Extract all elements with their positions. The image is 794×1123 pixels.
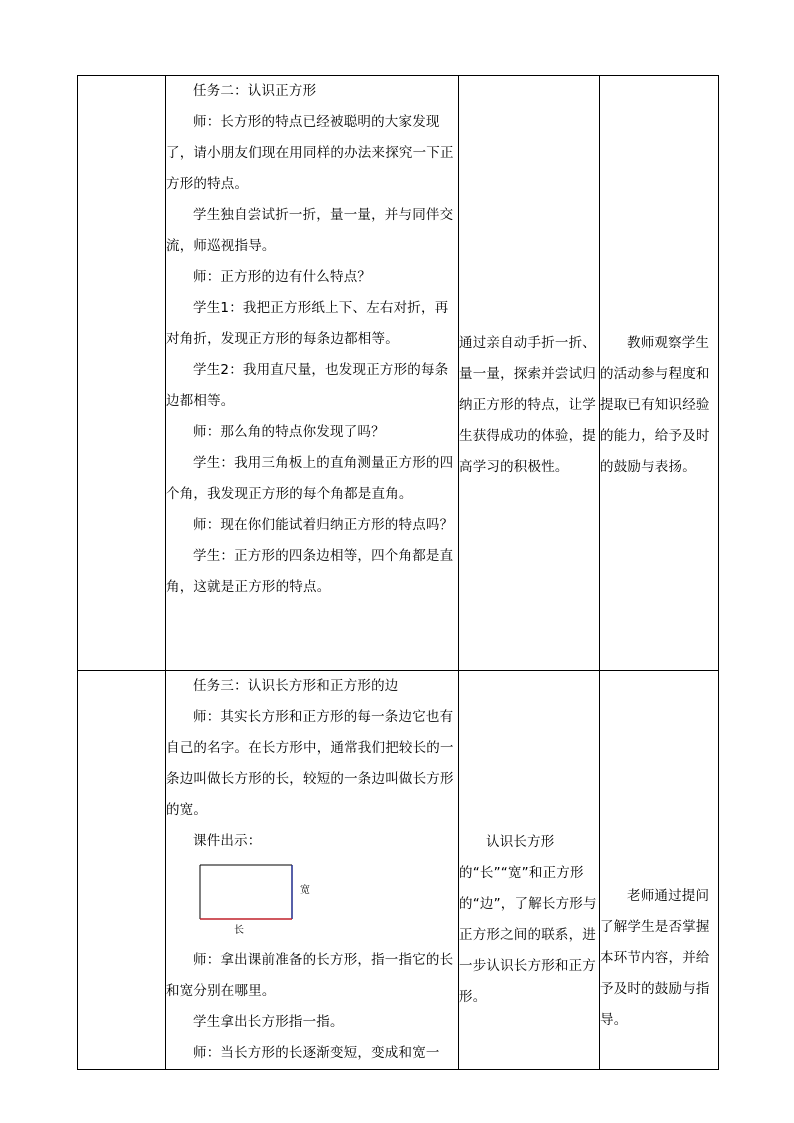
task2-line: 师：长方形的特点已经被聪明的大家发现了，请小朋友们现在用同样的办法来探究一下正方形的特点。 (166, 114, 454, 192)
task3-line: 师：拿出课前准备的长方形，指一指它的长和宽分别在哪里。 (166, 952, 454, 999)
task2-line: 学生独自尝试折一折，量一量，并与同伴交流，师巡视指导。 (166, 207, 454, 254)
task2-title: 任务二：认识正方形 (193, 83, 317, 99)
assessment-cell (600, 671, 719, 1070)
teaching-process-cell (166, 76, 459, 671)
length-label: 长 (234, 925, 244, 936)
task2-design-intent: 通过亲自动手折一折、量一量，探索并尝试归纳正方形的特点，让学生获得成功的体验，提高学习的积极性。 (459, 335, 596, 475)
stage-cell (78, 671, 166, 1070)
task3-line: 师：其实长方形和正方形的每一条边它也有自己的名字。在长方形中，通常我们把较长的一条边叫做长方形的长，较短的一条边叫做长方形的宽。 (166, 709, 454, 818)
lesson-plan-table (77, 75, 719, 1070)
task2-line: 师：现在你们能试着归纳正方形的特点吗？ (193, 517, 454, 533)
task3-title: 任务三：认识长方形和正方形的边 (193, 678, 399, 694)
task2-line: 师：正方形的边有什么特点？ (193, 269, 372, 285)
task2-line: 学生2：我用直尺量，也发现正方形的每条边都相等。 (166, 362, 449, 409)
rectangle-figure (166, 861, 458, 945)
teaching-process-cell (166, 671, 459, 1070)
task2-line: 学生：正方形的四条边相等，四个角都是直角，这就是正方形的特点。 (166, 548, 454, 595)
table-row-task2 (78, 76, 719, 671)
design-intent-cell (459, 671, 600, 1070)
stage-cell (78, 76, 166, 671)
rectangle-diagram (196, 861, 316, 945)
assessment-cell (600, 76, 719, 671)
task3-design-intent: 认识长方形的“长”“宽”和正方形的“边”，了解长方形与正方形之间的联系，进一步认识长方形和正方形。 (459, 834, 597, 1005)
task2-line: 学生1：我把正方形纸上下、左右对折，再对角折，发现正方形的每条边都相等。 (166, 300, 449, 347)
width-label: 宽 (300, 885, 310, 896)
task2-assessment: 教师观察学生的活动参与程度和提取已有知识经验的能力，给予及时的鼓励与表扬。 (600, 335, 710, 475)
task2-line: 师：那么角的特点你发现了吗？ (193, 424, 385, 440)
task2-line: 学生：我用三角板上的直角测量正方形的四个角，我发现正方形的每个角都是直角。 (166, 455, 454, 502)
table-row-task3 (78, 671, 719, 1070)
task3-line: 学生拿出长方形指一指。 (193, 1014, 344, 1030)
task3-line: 课件出示： (193, 833, 262, 849)
design-intent-cell (459, 76, 600, 671)
task3-assessment: 老师通过提问了解学生是否掌握本环节内容，并给予及时的鼓励与指导。 (600, 888, 710, 1028)
task3-line: 师：当长方形的长逐渐变短，变成和宽一 (193, 1045, 440, 1061)
